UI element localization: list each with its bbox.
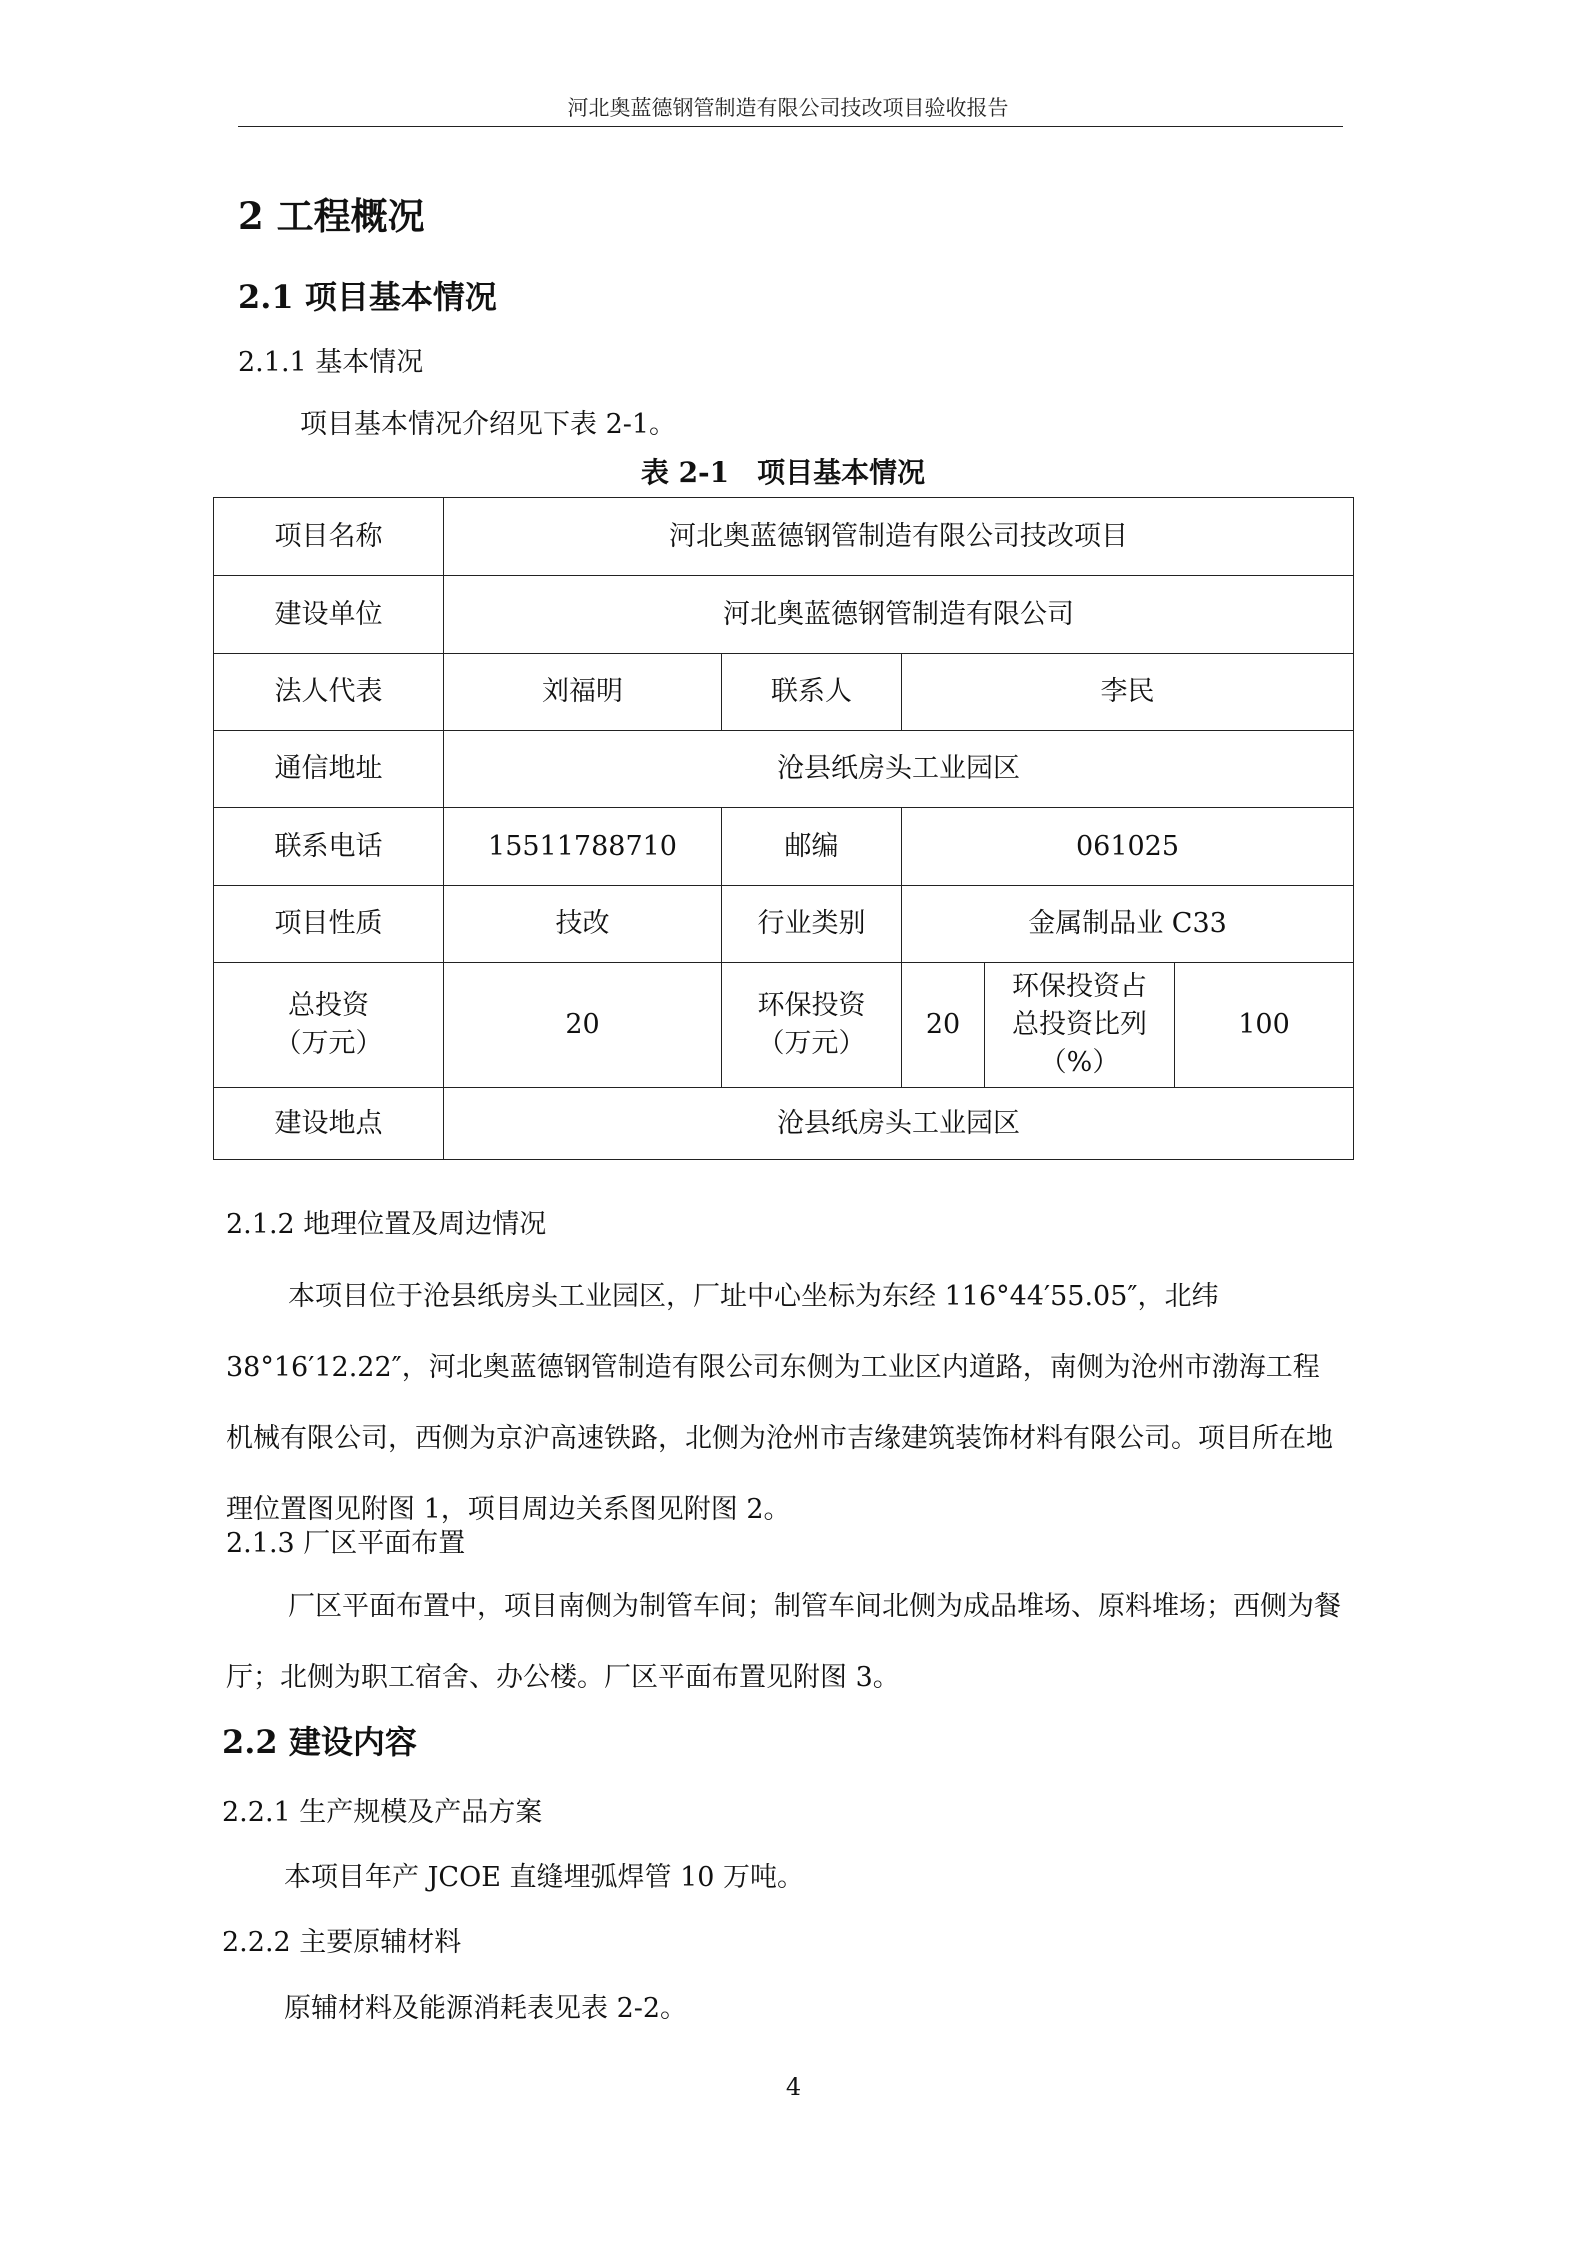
section-heading-2-1: 2.1 项目基本情况 (238, 278, 497, 316)
table-value-cell: 沧县纸房头工业园区 (444, 1088, 1354, 1160)
table-label-cell: 建设地点 (214, 1088, 444, 1160)
table-label-cell: 项目名称 (214, 498, 444, 576)
table-row (214, 886, 1354, 963)
table-value-cell: 沧县纸房头工业园区 (444, 731, 1354, 808)
table-value-cell: 20 (444, 963, 722, 1088)
layout-paragraph: 厂区平面布置中，项目南侧为制管车间；制管车间北侧为成品堆场、原料堆场；西侧为餐厅；北侧为职工宿舍、办公楼。厂区平面布置见附图 3。 (226, 1591, 1341, 1693)
table-row (214, 1088, 1354, 1160)
ratio-label-line-3: （%） (1039, 1047, 1120, 1078)
ratio-label-line-1: 环保投资占 (1012, 971, 1147, 1002)
subsection-heading-2-2-1: 2.2.1 生产规模及产品方案 (222, 1797, 543, 1828)
table-value-cell: 河北奥蓝德钢管制造有限公司 (444, 576, 1354, 654)
table-label-cell (214, 963, 444, 1088)
table-value-cell: 河北奥蓝德钢管制造有限公司技改项目 (444, 498, 1354, 576)
table-value-cell: 20 (902, 963, 985, 1088)
table-label-cell (985, 963, 1175, 1088)
table-row (214, 576, 1354, 654)
table-row (214, 963, 1354, 1088)
table-value-cell: 金属制品业 C33 (902, 886, 1354, 963)
table-value-cell: 技改 (444, 886, 722, 963)
table-value-cell: 061025 (902, 808, 1354, 886)
env-investment-unit: （万元） (757, 1028, 866, 1059)
ratio-label-line-2: 总投资比列 (1012, 1009, 1147, 1040)
subsection-heading-2-1-3: 2.1.3 厂区平面布置 (226, 1528, 466, 1559)
page-header-title: 河北奥蓝德钢管制造有限公司技改项目验收报告 (567, 96, 1009, 120)
intro-paragraph: 项目基本情况介绍见下表 2-1。 (300, 409, 677, 440)
table-label-cell: 法人代表 (214, 654, 444, 731)
table-row (214, 498, 1354, 576)
table-value-cell: 15511788710 (444, 808, 722, 886)
project-info-table (213, 497, 1354, 1160)
table-label-cell: 联系人 (722, 654, 902, 731)
table-row (214, 731, 1354, 808)
table-value-cell: 100 (1175, 963, 1354, 1088)
page-number: 4 (785, 2073, 802, 2101)
total-investment-label-line: 总投资 (288, 990, 369, 1021)
table-label-cell: 通信地址 (214, 731, 444, 808)
section-heading-2-2: 2.2 建设内容 (222, 1723, 417, 1761)
total-investment-unit: （万元） (274, 1028, 383, 1059)
table-caption: 表 2-1 项目基本情况 (640, 456, 926, 489)
materials-paragraph: 原辅材料及能源消耗表见表 2-2。 (284, 1993, 688, 2024)
section-heading-2: 2 工程概况 (238, 194, 425, 238)
table-value-cell: 刘福明 (444, 654, 722, 731)
table-label-cell: 建设单位 (214, 576, 444, 654)
table-value-cell: 李民 (902, 654, 1354, 731)
table-label-cell: 联系电话 (214, 808, 444, 886)
subsection-heading-2-1-1: 2.1.1 基本情况 (238, 347, 424, 378)
table-label-cell: 项目性质 (214, 886, 444, 963)
production-scale-paragraph: 本项目年产 JCOE 直缝埋弧焊管 10 万吨。 (284, 1862, 805, 1893)
table-label-cell: 邮编 (722, 808, 902, 886)
location-paragraph: 本项目位于沧县纸房头工业园区，厂址中心坐标为东经 116°44′55.05″，北纬 38°16′12.22″，河北奥蓝德钢管制造有限公司东侧为工业区内道路，南侧为沧州市渤海工程机械有限公司，西侧为京沪高速铁路，北侧为沧州市吉缘建筑装饰材料有限公司。项目所在地理位置图见附图 1，项目周边关系图见附图 2。 (226, 1281, 1333, 1525)
subsection-heading-2-2-2: 2.2.2 主要原辅材料 (222, 1927, 462, 1958)
table-row (214, 808, 1354, 886)
table-label-cell (722, 963, 902, 1088)
table-row (214, 654, 1354, 731)
table-label-cell: 行业类别 (722, 886, 902, 963)
header-divider (238, 126, 1343, 127)
subsection-heading-2-1-2: 2.1.2 地理位置及周边情况 (226, 1209, 547, 1240)
env-investment-label-line: 环保投资 (757, 990, 866, 1021)
